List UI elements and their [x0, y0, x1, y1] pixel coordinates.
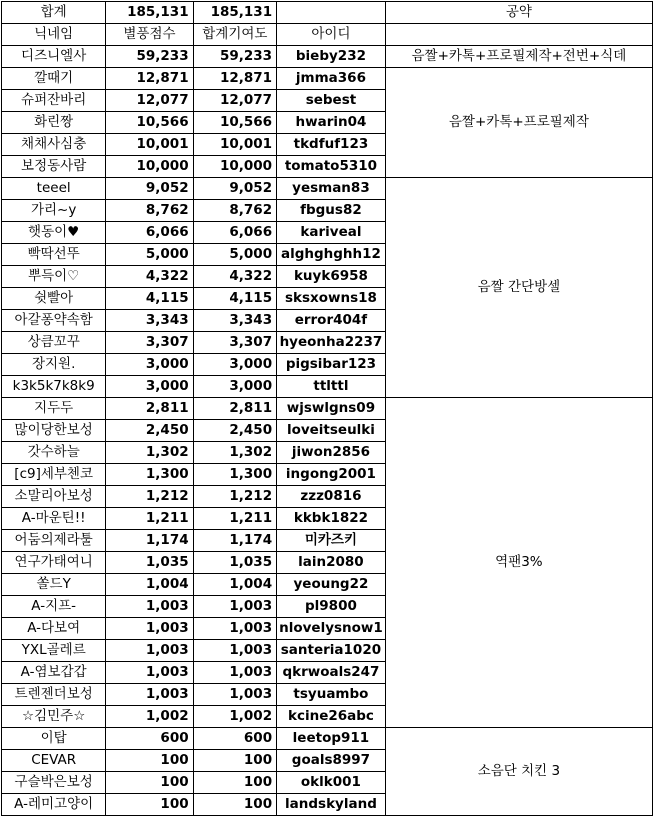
id-cell: tomato5310	[277, 156, 386, 178]
contribution-cell: 1,003	[193, 684, 276, 706]
contribution-cell: 8,762	[193, 200, 276, 222]
id-cell: bieby232	[277, 46, 386, 68]
donation-table	[1, 1, 653, 816]
id-cell: goals8997	[277, 750, 386, 772]
nickname-cell: 보정동사람	[2, 156, 106, 178]
stars-cell: 3,343	[106, 310, 193, 332]
contribution-cell: 1,003	[193, 618, 276, 640]
contribution-cell: 1,003	[193, 596, 276, 618]
nickname-cell: A-염보갑갑	[2, 662, 106, 684]
header-contribution: 합계기여도	[193, 24, 276, 46]
stars-cell: 3,000	[106, 354, 193, 376]
stars-cell: 10,001	[106, 134, 193, 156]
id-cell: sksxowns18	[277, 288, 386, 310]
nickname-cell: A-지프-	[2, 596, 106, 618]
nickname-cell: A-마운틴!!	[2, 508, 106, 530]
id-cell: tkdfuf123	[277, 134, 386, 156]
id-cell: yeoung22	[277, 574, 386, 596]
id-cell: oklk001	[277, 772, 386, 794]
stars-cell: 3,307	[106, 332, 193, 354]
contribution-cell: 6,066	[193, 222, 276, 244]
stars-cell: 6,066	[106, 222, 193, 244]
nickname-cell: CEVAR	[2, 750, 106, 772]
contribution-cell: 100	[193, 772, 276, 794]
stars-cell: 1,302	[106, 442, 193, 464]
total-stars: 185,131	[106, 2, 193, 24]
pledge-cell: 음짤+카톡+프로필제작	[385, 68, 652, 178]
stars-cell: 8,762	[106, 200, 193, 222]
stars-cell: 2,450	[106, 420, 193, 442]
contribution-cell: 2,811	[193, 398, 276, 420]
nickname-cell: 어둠의제라툴	[2, 530, 106, 552]
stars-cell: 2,811	[106, 398, 193, 420]
id-cell: qkrwoals247	[277, 662, 386, 684]
contribution-cell: 1,300	[193, 464, 276, 486]
table-row	[2, 68, 653, 90]
stars-cell: 1,212	[106, 486, 193, 508]
stars-cell: 1,003	[106, 662, 193, 684]
nickname-cell: ☆김민주☆	[2, 706, 106, 728]
id-cell: hyeonha2237	[277, 332, 386, 354]
stars-cell: 10,000	[106, 156, 193, 178]
table-row	[2, 178, 653, 200]
table-row	[2, 728, 653, 750]
nickname-cell: 지두두	[2, 398, 106, 420]
id-cell: alghghghh12	[277, 244, 386, 266]
nickname-cell: 깔때기	[2, 68, 106, 90]
id-cell: loveitseulki	[277, 420, 386, 442]
contribution-cell: 4,322	[193, 266, 276, 288]
id-cell: yesman83	[277, 178, 386, 200]
pledge-cell: 음짤+카톡+프로필제작+전번+식데	[385, 46, 652, 68]
contribution-cell: 3,343	[193, 310, 276, 332]
id-cell: lain2080	[277, 552, 386, 574]
id-cell: ingong2001	[277, 464, 386, 486]
nickname-cell: YXL골레르	[2, 640, 106, 662]
pledge-header: 공약	[385, 2, 652, 24]
contribution-cell: 1,003	[193, 640, 276, 662]
nickname-cell: 뿌득이♡	[2, 266, 106, 288]
stars-cell: 100	[106, 750, 193, 772]
contribution-cell: 1,211	[193, 508, 276, 530]
contribution-cell: 10,566	[193, 112, 276, 134]
id-cell: tsyuambo	[277, 684, 386, 706]
contribution-cell: 3,307	[193, 332, 276, 354]
nickname-cell: k3k5k7k8k9	[2, 376, 106, 398]
stars-cell: 100	[106, 772, 193, 794]
nickname-cell: 가리~y	[2, 200, 106, 222]
id-cell: pl9800	[277, 596, 386, 618]
contribution-cell: 2,450	[193, 420, 276, 442]
pledge-cell: 역팬3%	[385, 398, 652, 728]
nickname-cell: 상큼꼬꾸	[2, 332, 106, 354]
table-body	[2, 2, 653, 816]
nickname-cell: 갓수하늘	[2, 442, 106, 464]
id-cell: leetop911	[277, 728, 386, 750]
header-row	[2, 24, 653, 46]
total-empty-cell	[277, 2, 386, 24]
header-stars: 별풍점수	[106, 24, 193, 46]
nickname-cell: 디즈니엘사	[2, 46, 106, 68]
id-cell: santeria1020	[277, 640, 386, 662]
pledge-cell: 음짤 간단방셀	[385, 178, 652, 398]
nickname-cell: 햇동이♥	[2, 222, 106, 244]
stars-cell: 1,300	[106, 464, 193, 486]
contribution-cell: 3,000	[193, 354, 276, 376]
stars-cell: 1,003	[106, 618, 193, 640]
contribution-cell: 12,871	[193, 68, 276, 90]
contribution-cell: 12,077	[193, 90, 276, 112]
nickname-cell: 장지원.	[2, 354, 106, 376]
id-cell: nlovelysnow1	[277, 618, 386, 640]
table-row	[2, 46, 653, 68]
table-row	[2, 398, 653, 420]
id-cell: fbgus82	[277, 200, 386, 222]
stars-cell: 1,004	[106, 574, 193, 596]
contribution-cell: 1,002	[193, 706, 276, 728]
nickname-cell: [c9]세부첸코	[2, 464, 106, 486]
id-cell: hwarin04	[277, 112, 386, 134]
stars-cell: 100	[106, 794, 193, 816]
nickname-cell: 이탑	[2, 728, 106, 750]
nickname-cell: 구슬박은보성	[2, 772, 106, 794]
pledge-cell: 소음단 치킨 3	[385, 728, 652, 816]
contribution-cell: 1,302	[193, 442, 276, 464]
id-cell: sebest	[277, 90, 386, 112]
nickname-cell: 소말리아보성	[2, 486, 106, 508]
contribution-cell: 59,233	[193, 46, 276, 68]
header-nickname: 닉네임	[2, 24, 106, 46]
stars-cell: 9,052	[106, 178, 193, 200]
stars-cell: 59,233	[106, 46, 193, 68]
stars-cell: 600	[106, 728, 193, 750]
contribution-cell: 1,004	[193, 574, 276, 596]
total-contribution: 185,131	[193, 2, 276, 24]
stars-cell: 1,003	[106, 684, 193, 706]
contribution-cell: 4,115	[193, 288, 276, 310]
stars-cell: 1,211	[106, 508, 193, 530]
total-label: 합계	[2, 2, 106, 24]
contribution-cell: 1,003	[193, 662, 276, 684]
id-cell: ttlttl	[277, 376, 386, 398]
stars-cell: 10,566	[106, 112, 193, 134]
stars-cell: 12,871	[106, 68, 193, 90]
nickname-cell: 화린짱	[2, 112, 106, 134]
stars-cell: 4,322	[106, 266, 193, 288]
nickname-cell: 쉿빨아	[2, 288, 106, 310]
id-cell: zzz0816	[277, 486, 386, 508]
id-cell: kkbk1822	[277, 508, 386, 530]
id-cell: kariveal	[277, 222, 386, 244]
contribution-cell: 10,000	[193, 156, 276, 178]
contribution-cell: 100	[193, 750, 276, 772]
contribution-cell: 5,000	[193, 244, 276, 266]
stars-cell: 1,003	[106, 596, 193, 618]
stars-cell: 3,000	[106, 376, 193, 398]
contribution-cell: 1,174	[193, 530, 276, 552]
nickname-cell: 트렌젠더보성	[2, 684, 106, 706]
id-cell: jmma366	[277, 68, 386, 90]
stars-cell: 4,115	[106, 288, 193, 310]
header-id: 아이디	[277, 24, 386, 46]
nickname-cell: 채채사심충	[2, 134, 106, 156]
stars-cell: 1,035	[106, 552, 193, 574]
contribution-cell: 3,000	[193, 376, 276, 398]
nickname-cell: 연구가태여니	[2, 552, 106, 574]
id-cell: error404f	[277, 310, 386, 332]
id-cell: pigsibar123	[277, 354, 386, 376]
id-cell: kcine26abc	[277, 706, 386, 728]
contribution-cell: 100	[193, 794, 276, 816]
nickname-cell: A-다보여	[2, 618, 106, 640]
total-row	[2, 2, 653, 24]
stars-cell: 1,003	[106, 640, 193, 662]
nickname-cell: 슈퍼잔바리	[2, 90, 106, 112]
nickname-cell: 빡딱선뚜	[2, 244, 106, 266]
id-cell: wjswlgns09	[277, 398, 386, 420]
id-cell: kuyk6958	[277, 266, 386, 288]
nickname-cell: teeel	[2, 178, 106, 200]
id-cell: jiwon2856	[277, 442, 386, 464]
nickname-cell: 많이당한보성	[2, 420, 106, 442]
stars-cell: 5,000	[106, 244, 193, 266]
contribution-cell: 600	[193, 728, 276, 750]
contribution-cell: 1,212	[193, 486, 276, 508]
contribution-cell: 1,035	[193, 552, 276, 574]
nickname-cell: 아갈퐁약속함	[2, 310, 106, 332]
id-cell: 미카즈키	[277, 530, 386, 552]
contribution-cell: 10,001	[193, 134, 276, 156]
nickname-cell: A-레미고양이	[2, 794, 106, 816]
id-cell: landskyland	[277, 794, 386, 816]
stars-cell: 1,174	[106, 530, 193, 552]
contribution-cell: 9,052	[193, 178, 276, 200]
header-empty-cell	[385, 24, 652, 46]
stars-cell: 1,002	[106, 706, 193, 728]
nickname-cell: 쏠드Y	[2, 574, 106, 596]
stars-cell: 12,077	[106, 90, 193, 112]
